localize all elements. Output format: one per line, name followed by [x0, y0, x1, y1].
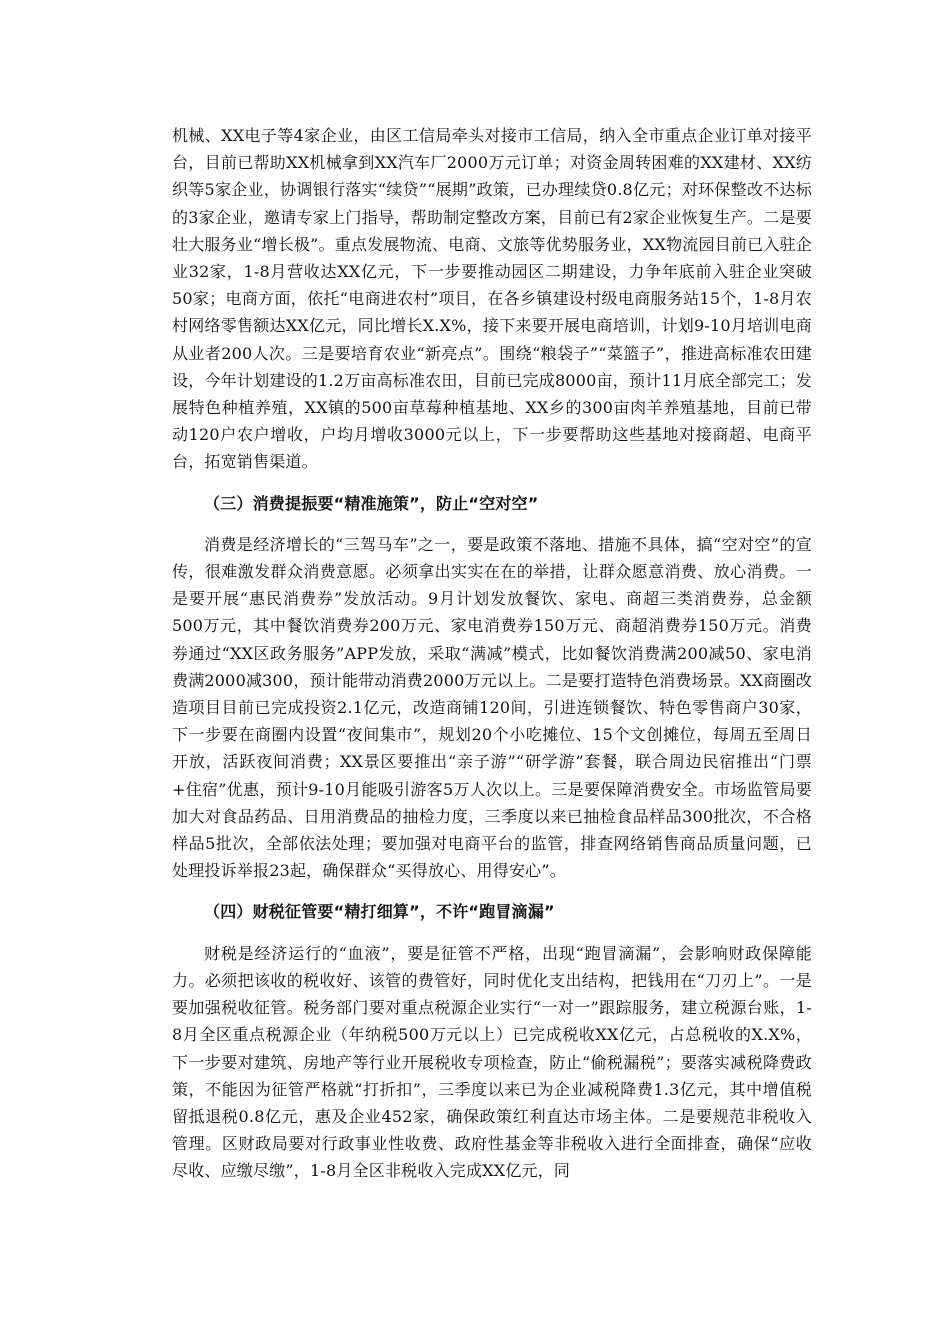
body-paragraph-2: 消费是经济增长的“三驾马车”之一，要是政策不落地、措施不具体，搞“空对空”的宣传，很难激发群众消费意愿。必须拿出实实在在的举措，让群众愿意消费、放心消费。一是要开展“惠民消费券”发放活动。9月计划发放餐饮、家电、商超三类消费券，总金额500万元，其中餐饮消费券200万元、家电消费券150万元、商超消费券150万元。消费券通过“XX区政务服务”APP发放，采取“满减”模式，比如餐饮消费满200减50、家电消费满2000减300，预计能带动消费2000万元以上。二是要打造特色消费场景。XX商圈改造项目目前已完成投资2.1亿元，改造商铺120间，引进连锁餐饮、特色零售商户30家，下一步要在商圈内设置“夜间集市”，规划20个小吃摊位、15个文创摊位，每周五至周日开放，活跃夜间消费；XX景区要推出“亲子游”“研学游”套餐，联合周边民宿推出“门票+住宿”优惠，预计9-10月能吸引游客5万人次以上。三是要保障消费安全。市场监管局要加大对食品药品、日用消费品的抽检力度，三季度以来已抽检食品样品300批次，不合格样品5批次，全部依法处理；要加强对电商平台的监管，排查网络销售商品质量问题，已处理投诉举报23起，确保群众“买得放心、用得安心”。 — [172, 534, 812, 881]
body-paragraph-1: 机械、XX电子等4家企业，由区工信局牵头对接市工信局，纳入全市重点企业订单对接平台，目前已帮助XX机械拿到XX汽车厂2000万元订单；对资金周转困难的XX建材、XX纺织等5家企业，协调银行落实“续贷”“展期”政策，已办理续贷0.8亿元；对环保整改不达标的3家企业，邀请专家上门指导，帮助制定整改方案，目前已有2家企业恢复生产。二是要壮大服务业“增长极”。重点发展物流、电商、文旅等优势服务业，XX物流园目前已入驻企业32家，1-8月营收达XX亿元，下一步要推动园区二期建设，力争年底前入驻企业突破50家；电商方面，依托“电商进农村”项目，在各乡镇建设村级电商服务站15个，1-8月农村网络零售额达XX亿元，同比增长X.X%，接下来要开展电商培训，计划9-10月培训电商从业者200人次。三是要培育农业“新亮点”。围绕“粮袋子”“菜篮子”，推进高标准农田建设，今年计划建设的1.2万亩高标准农田，目前已完成8000亩，预计11月底全部完工；发展特色种植养殖，XX镇的500亩草莓种植基地、XX乡的300亩肉羊养殖基地，目前已带动120户农户增收，户均月增收3000元以上，下一步要帮助这些基地对接商超、电商平台，拓宽销售渠道。 — [172, 126, 812, 472]
section-heading-4: （四）财税征管要“精打细算”，不许“跑冒滴漏” — [204, 902, 555, 922]
body-paragraph-3: 财税是经济运行的“血液”，要是征管不严格，出现“跑冒滴漏”，会影响财政保障能力。必须把该收的税收好、该管的费管好，同时优化支出结构，把钱用在“刀刃上”。一是要加强税收征管。税务部门要对重点税源企业实行“一对一”跟踪服务，建立税源台账，1-8月全区重点税源企业（年纳税500万元以上）已完成税收XX亿元，占总税收的X.X%，下一步要对建筑、房地产等行业开展税收专项检查，防止“偷税漏税”；要落实减税降费政策，不能因为征管严格就“打折扣”，三季度以来已为企业减税降费1.3亿元，其中增值税留抵退税0.8亿元，惠及企业452家，确保政策红利直达市场主体。二是要规范非税收入管理。区财政局要对行政事业性收费、政府性基金等非税收入进行全面排查，确保“应收尽收、应缴尽缴”，1-8月全区非税收入完成XX亿元，同 — [172, 943, 812, 1181]
document-page — [172, 122, 812, 1185]
section-heading-3: （三）消费提振要“精准施策”，防止“空对空” — [204, 493, 539, 513]
